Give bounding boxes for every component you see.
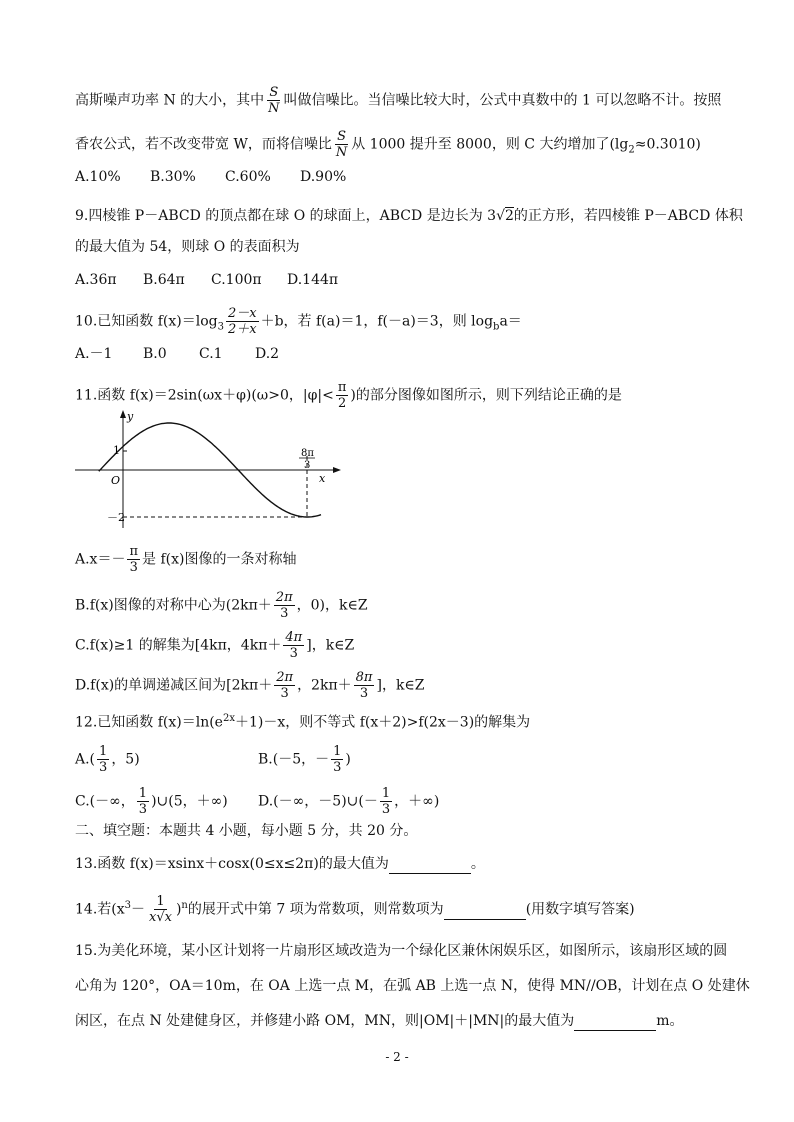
option-d: D.144π <box>287 272 339 288</box>
fraction: $\frac{2\pi}{3}$ <box>276 670 294 701</box>
option-a: A.－1 <box>75 346 113 362</box>
q15-line-1: 15.为美化环境，某小区计划将一片扇形区域改造为一个绿化区兼休闲娱乐区，如图所示，该扇形区域的圆 <box>75 943 728 959</box>
fraction: $\frac{\pi}{2}$ <box>337 380 347 411</box>
q9-line-1 <box>75 207 743 225</box>
fraction: $\frac{2-x}{2+x}$ <box>227 306 257 337</box>
q15-line-3: 闲区，在点 N 处建健身区，并修建小路 OM，MN，则|OM|＋|MN|的最大值为 m。 <box>75 1013 684 1029</box>
q11-option-c: C.f(x)≥1 的解集为[4kπ，4kπ＋ $\frac{4\pi}{3}$ ]，k∈Z <box>75 630 355 661</box>
option-d: D.90% <box>300 169 347 185</box>
q8-line-2: 香农公式，若不改变带宽 W，而将信噪比 $\frac{S}{N}$ 从 1000 提升至 8000，则 C 大约增加了$(\lg_2\approx 0.3010)$ <box>75 129 701 160</box>
y-axis-arrow <box>120 410 126 418</box>
q11-stem: 11.函数 f(x)＝2sin(ωx＋φ)(ω>0，|φ|< $\frac{\pi}{2}$ )的部分图像如图所示，则下列结论正确的是 <box>75 380 622 411</box>
sqrt-2: √2 <box>496 208 514 224</box>
q12-options-ab <box>75 744 351 775</box>
text: 香农公式，若不改变带宽 W，而将信噪比 <box>75 136 332 153</box>
option-c: C.100π <box>211 272 262 288</box>
x-axis-arrow <box>333 467 341 473</box>
option-c: C.1 <box>199 346 223 362</box>
option-d: D.2 <box>255 346 280 362</box>
q14: 14.若($x^3-$ $\frac{1}{x√x}$ )$^n$的展开式中第 7 项为常数项，则常数项为 (用数字填写答案) <box>75 894 635 925</box>
y-label: y <box>127 410 134 423</box>
q15-line-2: 心角为 120°，OA＝10m，在 OA 上选一点 M，在弧 AB 上选一点 N，使得 MN//OB，计划在点 O 处建休 <box>75 978 750 994</box>
q10-stem: 10.已知函数 $f(x)=\log_3$ $\frac{2-x}{2+x}$ ＋b，若 f(a)＝1，f(－a)＝3，则 $\log_ba=$ <box>75 306 522 337</box>
mark-denominator: 3 <box>304 460 311 471</box>
fraction: $\frac{2\pi}{3}$ <box>275 590 293 621</box>
fraction: $\frac{1}{x√x}$ <box>149 894 172 925</box>
q13: 13.函数 f(x)＝xsinx＋cosx(0≤x≤2π)的最大值为 。 <box>75 856 485 872</box>
origin-label: O <box>111 474 121 487</box>
sine-graph <box>75 410 345 530</box>
fraction: $\frac{4\pi}{3}$ <box>285 630 303 661</box>
option-a: A.36π <box>75 272 117 288</box>
q12-stem: 12.已知函数 $f(x)=\ln(e^{2x}+1)-x$，则不等式 f(x＋2)>f(2x－3)的解集为 <box>75 713 531 731</box>
x-label: x <box>319 472 326 485</box>
tick-label-1: 1 <box>113 444 120 457</box>
q8-options <box>75 168 346 186</box>
answer-blank <box>574 1012 656 1031</box>
fraction: $\frac{\pi}{3}$ <box>129 544 139 575</box>
option-d: D.(－∞，－5)∪(－ $\frac{1}{3}$ ，＋∞) <box>258 786 440 817</box>
tick-label-neg2: －2 <box>107 511 125 524</box>
option-c: C.60% <box>225 169 271 185</box>
fraction-s-n: $\frac{S}{N}$ <box>335 129 348 160</box>
fraction-s-n: $\frac{S}{N}$ <box>268 85 280 116</box>
option-b: B.64π <box>143 272 185 288</box>
fraction: $\frac{8\pi}{3}$ <box>355 670 373 701</box>
section-heading: 二、填空题：本题共 4 小题，每小题 5 分，共 20 分。 <box>75 823 418 839</box>
option-b: B.0 <box>143 346 167 362</box>
text: 叫做信噪比。当信噪比较大时，公式中真数中的 1 可以忽略不计。按照 <box>283 92 722 109</box>
option-a: A.( $\frac{1}{3}$ ，5) <box>75 744 140 775</box>
page-number: - 2 - <box>385 1050 409 1064</box>
option-a: A.10% <box>75 169 121 185</box>
option-b: B.(－5，－ $\frac{1}{3}$ ) <box>258 744 351 775</box>
answer-blank <box>389 855 471 874</box>
mark-numerator: 8π <box>301 448 314 459</box>
answer-blank <box>444 901 526 920</box>
text: 的正方形，若四棱锥 P－ABCD 体积 <box>513 208 743 224</box>
text: 9.四棱锥 P－ABCD 的顶点都在球 O 的球面上，ABCD 是边长为 3 <box>75 208 497 224</box>
q12-options-cd <box>75 786 439 817</box>
q9-line-2: 的最大值为 54，则球 O 的表面积为 <box>75 239 300 255</box>
q10-options <box>75 345 279 363</box>
option-b: B.30% <box>150 169 196 185</box>
option-c: C.(－∞， $\frac{1}{3}$ )∪(5，＋∞) <box>75 786 228 817</box>
q11-option-a: A.x＝－ $\frac{\pi}{3}$ 是 f(x)图像的一条对称轴 <box>75 544 297 575</box>
q11-option-d: D.f(x)的单调递减区间为[2kπ＋ $\frac{2\pi}{3}$ ，2kπ＋ $\frac{8\pi}{3}$ ]，k∈Z <box>75 670 425 701</box>
q9-options <box>75 271 338 289</box>
text: 从 1000 提升至 8000，则 C 大约增加了(lg <box>351 136 629 153</box>
q11-option-b: B.f(x)图像的对称中心为(2kπ＋ $\frac{2\pi}{3}$ ，0)，k∈Z <box>75 590 368 621</box>
text: 高斯噪声功率 N 的大小，其中 <box>75 92 265 109</box>
q8-line-1 <box>75 85 721 116</box>
